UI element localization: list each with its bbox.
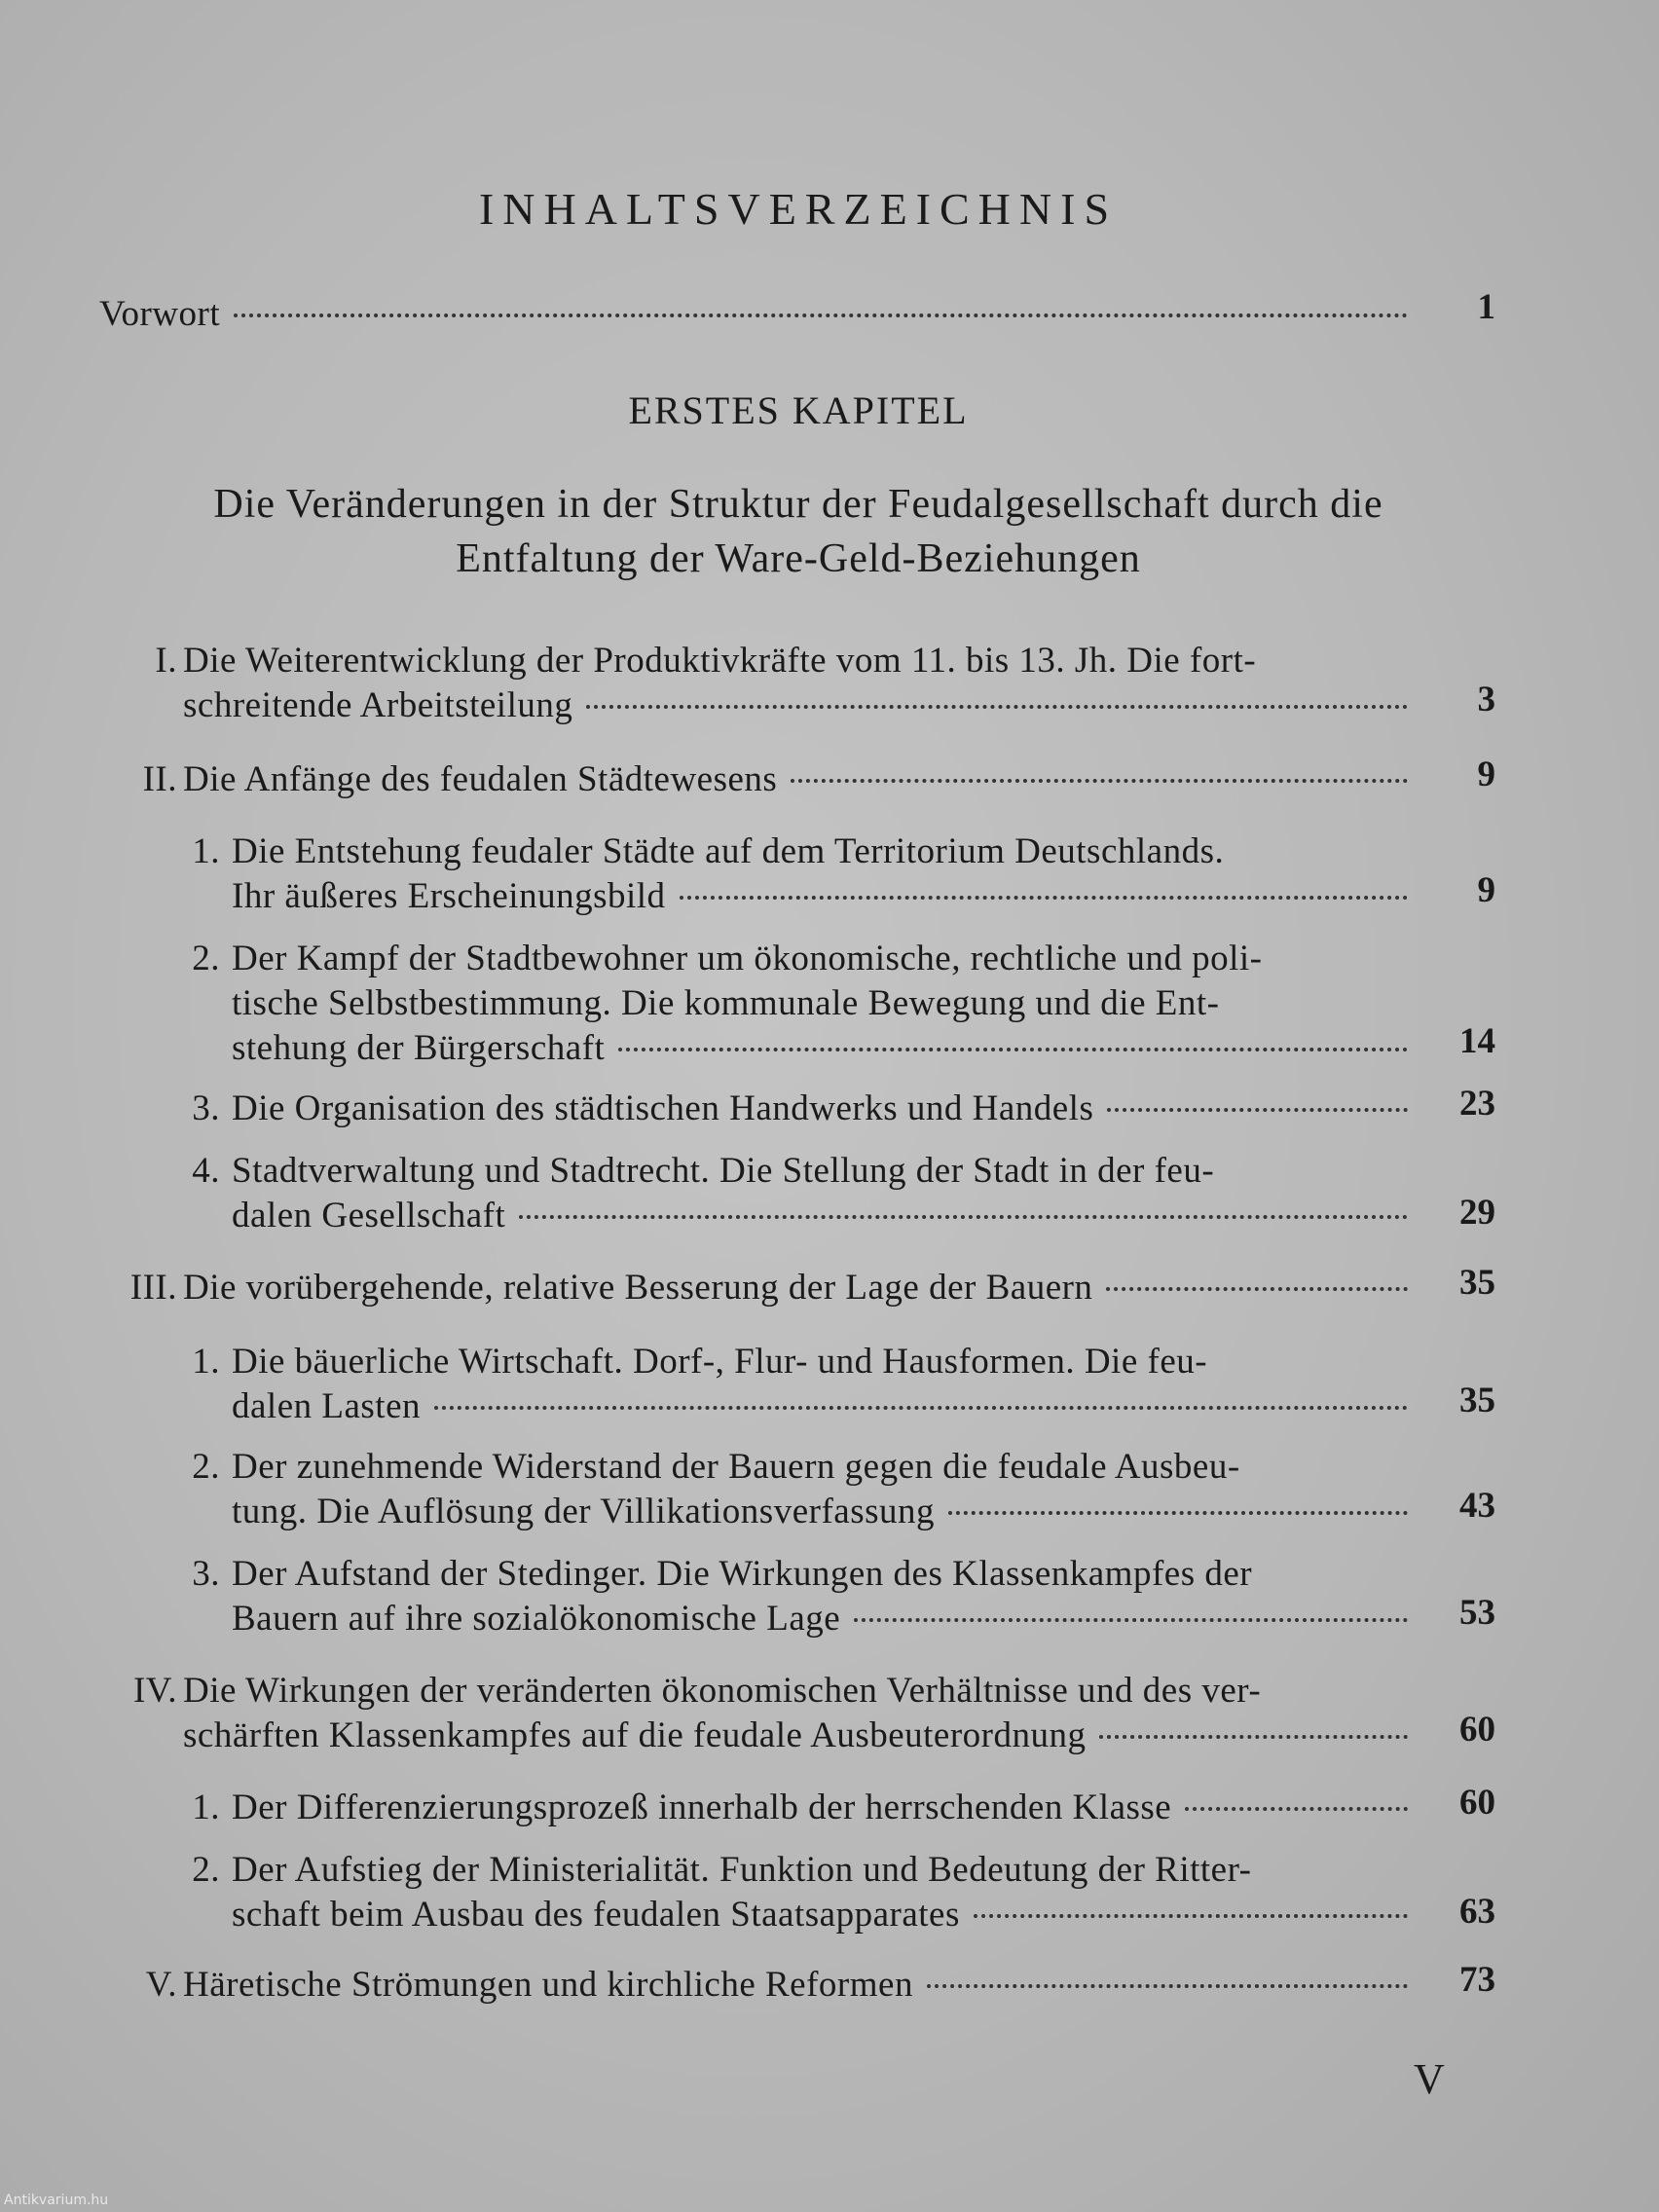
dot-leader	[1106, 1287, 1408, 1291]
entry-page: 63	[1459, 1892, 1495, 1932]
entry-text: Der Kampf der Stadtbewohner um ökonomische, rechtliche und poli-	[232, 939, 1263, 978]
toc-entry	[132, 1669, 1421, 1758]
entry-page: 9	[1477, 870, 1495, 910]
entry-text: dalen Lasten	[232, 1386, 421, 1426]
toc-entry-foreword	[99, 292, 1421, 337]
dot-leader	[927, 1984, 1408, 1988]
dot-leader	[680, 896, 1408, 900]
entry-text: Die vorübergehende, relative Besserung der Lage der Bauern	[183, 1268, 1093, 1308]
dot-leader	[1107, 1108, 1408, 1112]
entry-text: Der Aufstieg der Ministerialität. Funktion und Bedeutung der Ritter-	[232, 1850, 1252, 1890]
watermark: Antikvarium.hu	[4, 2193, 109, 2208]
entry-text: stehung der Bürgerschaft	[232, 1028, 606, 1068]
page-title: INHALTSVERZEICHNIS	[478, 184, 1119, 234]
dot-leader	[854, 1618, 1408, 1622]
entry-text: schreitende Arbeitsteilung	[183, 685, 573, 725]
toc-entry	[192, 1340, 1421, 1429]
entry-text: Die Entstehung feudaler Städte auf dem Territorium Deutschlands.	[232, 831, 1225, 871]
dot-leader	[791, 779, 1408, 783]
toc-entry	[192, 1149, 1421, 1238]
toc-entry	[192, 830, 1421, 919]
dot-leader	[1185, 1807, 1408, 1811]
entry-number: 1.	[192, 1342, 220, 1382]
chapter-title	[0, 477, 1597, 586]
entry-number: 3.	[192, 1088, 220, 1128]
entry-number: 2.	[192, 1447, 220, 1487]
entry-page: 60	[1459, 1710, 1495, 1750]
entry-text: Ihr äußeres Erscheinungsbild	[232, 876, 666, 916]
entry-page: 35	[1459, 1381, 1495, 1420]
toc-entry	[129, 1266, 1421, 1310]
entry-text: Häretische Strömungen und kirchliche Reformen	[183, 1965, 913, 2005]
entry-text: schärften Klassenkampfes auf die feudale Ausbeuterordnung	[183, 1715, 1087, 1755]
toc-entry	[192, 1445, 1421, 1534]
toc-entry	[192, 1087, 1421, 1131]
entry-number: 2.	[192, 939, 220, 978]
entry-text: Stadtverwaltung und Stadtrecht. Die Stellung der Stadt in der feu-	[232, 1151, 1215, 1191]
entry-text: tung. Die Auflösung der Villikationsverfassung	[232, 1492, 935, 1531]
page-folio: V	[1414, 2055, 1445, 2103]
entry-number: IV.	[132, 1671, 177, 1711]
entry-page: 60	[1459, 1783, 1495, 1823]
toc-entry	[145, 1963, 1421, 2008]
foreword-label: Vorwort	[99, 294, 221, 334]
entry-text: Der zunehmende Widerstand der Bauern gegen die feudale Ausbeu-	[232, 1447, 1240, 1487]
dot-leader	[519, 1215, 1408, 1219]
chapter-title-line: Entfaltung der Ware-Geld-Beziehungen	[456, 536, 1141, 581]
entry-text: Die bäuerliche Wirtschaft. Dorf-, Flur- und Hausformen. Die feu-	[232, 1342, 1208, 1382]
entry-page: 35	[1459, 1263, 1495, 1303]
entry-text: Die Anfänge des feudalen Städtewesens	[183, 759, 778, 799]
entry-page: 29	[1459, 1193, 1495, 1233]
toc-entry	[192, 1848, 1421, 1937]
entry-text: schaft beim Ausbau des feudalen Staatsapparates	[232, 1895, 960, 1935]
entry-number: 4.	[192, 1151, 220, 1191]
entry-number: III.	[129, 1268, 177, 1308]
entry-number: 2.	[192, 1850, 220, 1890]
entry-text: Der Aufstand der Stedinger. Die Wirkungen des Klassenkampfes der	[232, 1554, 1253, 1594]
entry-number: 1.	[192, 1788, 220, 1827]
entry-number: 1.	[192, 831, 220, 871]
dot-leader	[234, 313, 1408, 317]
toc-entry	[155, 639, 1421, 728]
foreword-page: 1	[1477, 287, 1495, 327]
chapter-label: ERSTES KAPITEL	[628, 388, 969, 432]
dot-leader	[1099, 1735, 1408, 1739]
entry-text: dalen Gesellschaft	[232, 1196, 506, 1235]
chapter-title-line: Die Veränderungen in der Struktur der Feudalgesellschaft durch die	[213, 482, 1383, 527]
entry-number: II.	[142, 759, 177, 799]
toc-entry	[142, 757, 1421, 802]
entry-page: 73	[1459, 1960, 1495, 2000]
entry-number: 3.	[192, 1554, 220, 1594]
dot-leader	[586, 705, 1408, 709]
entry-text: tische Selbstbestimmung. Die kommunale Bewegung und die Ent-	[232, 983, 1220, 1023]
entry-page: 14	[1459, 1021, 1495, 1061]
entry-text: Der Differenzierungsprozeß innerhalb der herrschenden Klasse	[232, 1788, 1172, 1827]
toc-entry	[192, 1552, 1421, 1641]
dot-leader	[434, 1406, 1408, 1410]
entry-number: I.	[155, 641, 177, 681]
entry-number: V.	[145, 1965, 177, 2005]
entry-page: 43	[1459, 1486, 1495, 1526]
entry-text: Bauern auf ihre sozialökonomische Lage	[232, 1599, 841, 1639]
entry-page: 9	[1477, 755, 1495, 794]
dot-leader	[948, 1511, 1408, 1515]
entry-page: 53	[1459, 1593, 1495, 1633]
entry-text: Die Weiterentwicklung der Produktivkräfte vom 11. bis 13. Jh. Die fort-	[183, 641, 1257, 681]
entry-text: Die Organisation des städtischen Handwerks und Handels	[232, 1088, 1094, 1128]
toc-entry	[192, 1786, 1421, 1830]
toc-entry	[192, 937, 1421, 1071]
entry-text: Die Wirkungen der veränderten ökonomischen Verhältnisse und des ver-	[183, 1671, 1262, 1711]
dot-leader	[618, 1048, 1408, 1051]
entry-page: 3	[1477, 680, 1495, 719]
dot-leader	[974, 1914, 1408, 1918]
entry-page: 23	[1459, 1084, 1495, 1124]
